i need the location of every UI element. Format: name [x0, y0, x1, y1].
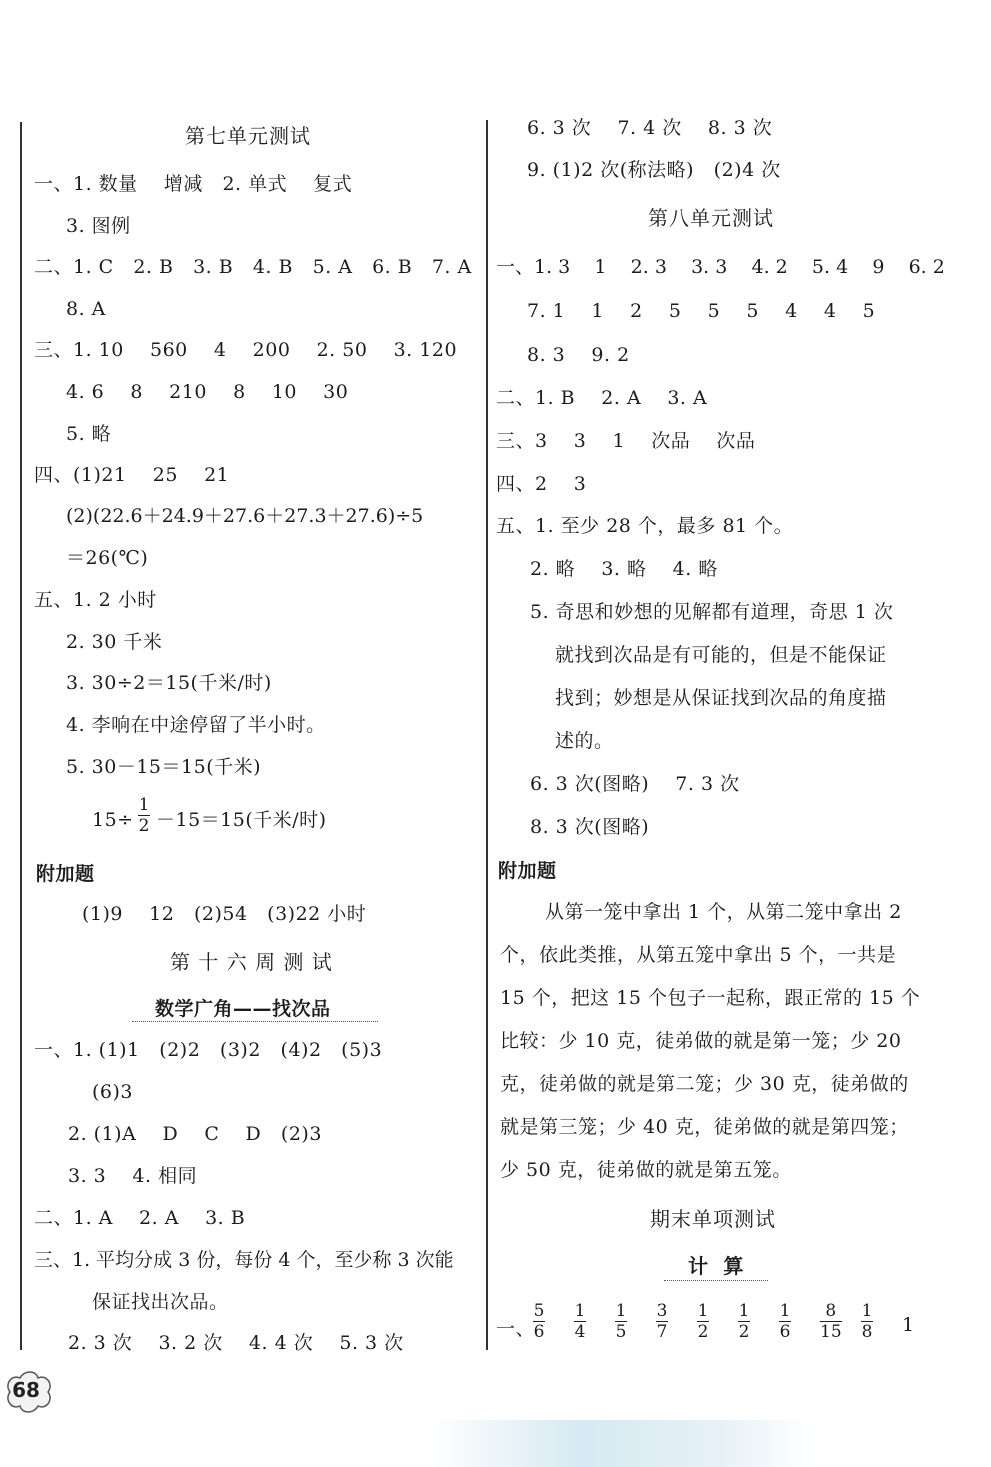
- paragraph-line: 从第一笼中拿出 1 个，从第二笼中拿出 2: [545, 901, 902, 923]
- answer-line: 8. 3 次(图略): [530, 816, 650, 838]
- fraction-answer: [861, 1302, 873, 1341]
- answer-line: 五、1. 至少 28 个，最多 81 个。: [496, 515, 794, 537]
- calc-title-underline: [664, 1280, 768, 1281]
- bottom-decoration: [430, 1420, 810, 1467]
- page-number-badge: [2, 1370, 54, 1414]
- fraction-answer: [574, 1302, 586, 1341]
- answer-line: 8. A: [66, 298, 106, 320]
- fraction-numerator: 5: [533, 1301, 545, 1321]
- answer-line: 一、1. 数量 增减 2. 单式 复式: [34, 173, 353, 195]
- paragraph-line: 比较：少 10 克，徒弟做的就是第一笼；少 20: [500, 1030, 902, 1052]
- fraction-denominator: 2: [138, 816, 150, 836]
- fraction-numerator: 8: [825, 1301, 837, 1321]
- fraction-expression-suffix: －15＝15(千米/时): [156, 809, 327, 831]
- answer-line: 3. 图例: [66, 215, 131, 237]
- extra-question-title: 附加题: [498, 860, 557, 882]
- answer-line: 一、1. 3 1 2. 3 3. 3 4. 2 5. 4 9 6. 2: [496, 256, 945, 278]
- answer-line: 四、(1)21 25 21: [34, 464, 230, 486]
- fraction-answer: [738, 1302, 750, 1341]
- answer-line: 一、1. (1)1 (2)2 (3)2 (4)2 (5)3: [34, 1039, 383, 1061]
- fraction-expression-prefix: 15÷: [92, 809, 134, 831]
- fraction-numerator: 1: [861, 1301, 873, 1321]
- answer-line: 二、1. B 2. A 3. A: [496, 387, 708, 409]
- answer-line: 4. 6 8 210 8 10 30: [66, 381, 349, 403]
- fraction-numerator: 1: [574, 1301, 586, 1321]
- answer-line: 6. 3 次(图略) 7. 3 次: [530, 773, 740, 795]
- final-test-title: 期末单项测试: [650, 1207, 776, 1231]
- fraction-answer: [820, 1302, 842, 1341]
- fraction-denominator: 4: [574, 1322, 586, 1342]
- fraction-answer: [779, 1302, 791, 1341]
- left-margin-rule: [20, 122, 22, 1350]
- answer-line: 5. 奇思和妙想的见解都有道理，奇思 1 次: [530, 601, 894, 623]
- answer-line: (1)9 12 (2)54 (3)22 小时: [82, 903, 367, 925]
- center-column-rule: [486, 120, 488, 1350]
- fraction-answer: [615, 1302, 627, 1341]
- answer-line: (2)(22.6＋24.9＋27.6＋27.3＋27.6)÷5: [66, 505, 424, 527]
- calc-last-answer: 1: [902, 1314, 915, 1336]
- paragraph-line: 克，徒弟做的就是第二笼；少 30 克，徒弟做的: [500, 1073, 909, 1095]
- answer-line: 三、1. 平均分成 3 份，每份 4 个，至少称 3 次能: [34, 1249, 454, 1271]
- week16-title: 第 十 六 周 测 试: [170, 950, 333, 974]
- answer-line: 7. 1 1 2 5 5 5 4 4 5: [527, 300, 876, 322]
- fraction-denominator: 6: [533, 1322, 545, 1342]
- answer-line: 找到；妙想是从保证找到次品的角度描: [555, 687, 887, 709]
- fraction-numerator: 1: [697, 1301, 709, 1321]
- paragraph-line: 就是第三笼；少 40 克，徒弟做的就是第四笼；: [500, 1116, 909, 1138]
- unit8-title: 第八单元测试: [648, 206, 774, 230]
- answer-line: 9. (1)2 次(称法略) (2)4 次: [527, 159, 781, 181]
- fraction-answer: [697, 1302, 709, 1341]
- fraction-denominator: 8: [861, 1322, 873, 1342]
- answer-line: 3. 3 4. 相同: [68, 1165, 198, 1187]
- answer-line: 就找到次品是有可能的，但是不能保证: [555, 644, 887, 666]
- fraction-numerator: 1: [779, 1301, 791, 1321]
- answer-line: ＝26(℃): [66, 547, 149, 569]
- answer-line: 5. 略: [66, 423, 112, 445]
- answer-line: 二、1. A 2. A 3. B: [34, 1207, 246, 1229]
- fraction-one-half: [138, 796, 150, 835]
- fraction-numerator: 1: [738, 1301, 750, 1321]
- calc-section-title: 计 算: [688, 1254, 744, 1278]
- fraction-denominator: 2: [697, 1322, 709, 1342]
- fraction-numerator: 1: [615, 1301, 627, 1321]
- answer-line: 二、1. C 2. B 3. B 4. B 5. A 6. B 7. A: [34, 256, 472, 278]
- answer-line: 6. 3 次 7. 4 次 8. 3 次: [527, 117, 773, 139]
- fraction-numerator: 3: [656, 1301, 668, 1321]
- fraction-answer: [533, 1302, 545, 1341]
- calc-prefix: 一、: [496, 1318, 536, 1340]
- subtitle-underline: [132, 1021, 378, 1022]
- fraction-denominator: 2: [738, 1322, 750, 1342]
- fraction-denominator: 15: [820, 1322, 842, 1342]
- answer-line: 保证找出次品。: [92, 1291, 229, 1313]
- week16-subtitle: 数学广角——找次品: [155, 998, 331, 1020]
- unit7-title: 第七单元测试: [185, 124, 311, 148]
- answer-line: 三、3 3 1 次品 次品: [496, 430, 756, 452]
- page-number: 68: [12, 1378, 40, 1402]
- answer-line: (6)3: [92, 1081, 134, 1103]
- answer-line: 2. 30 千米: [66, 631, 163, 653]
- fraction-numerator: 1: [138, 795, 150, 815]
- answer-line: 五、1. 2 小时: [34, 589, 157, 611]
- answer-line: 3. 30÷2＝15(千米/时): [66, 672, 272, 694]
- fraction-denominator: 6: [779, 1322, 791, 1342]
- answer-line: 2. 略 3. 略 4. 略: [530, 558, 718, 580]
- paragraph-line: 15 个，把这 15 个包子一起称，跟正常的 15 个: [500, 987, 921, 1009]
- answer-line: 三、1. 10 560 4 200 2. 50 3. 120: [34, 339, 458, 361]
- answer-line: 8. 3 9. 2: [527, 344, 630, 366]
- answer-line: 述的。: [555, 730, 614, 752]
- answer-line: 4. 李响在中途停留了半小时。: [66, 714, 326, 736]
- answer-line: 5. 30－15＝15(千米): [66, 756, 262, 778]
- answer-line: 2. 3 次 3. 2 次 4. 4 次 5. 3 次: [68, 1332, 404, 1354]
- paragraph-line: 个，依此类推，从第五笼中拿出 5 个，一共是: [500, 944, 897, 966]
- fraction-denominator: 5: [615, 1322, 627, 1342]
- extra-question-title: 附加题: [36, 863, 95, 885]
- answer-line: 2. (1)A D C D (2)3: [68, 1123, 322, 1145]
- answer-line: 四、2 3: [496, 473, 587, 495]
- paragraph-line: 少 50 克，徒弟做的就是第五笼。: [500, 1159, 792, 1181]
- fraction-denominator: 7: [656, 1322, 668, 1342]
- fraction-answer: [656, 1302, 668, 1341]
